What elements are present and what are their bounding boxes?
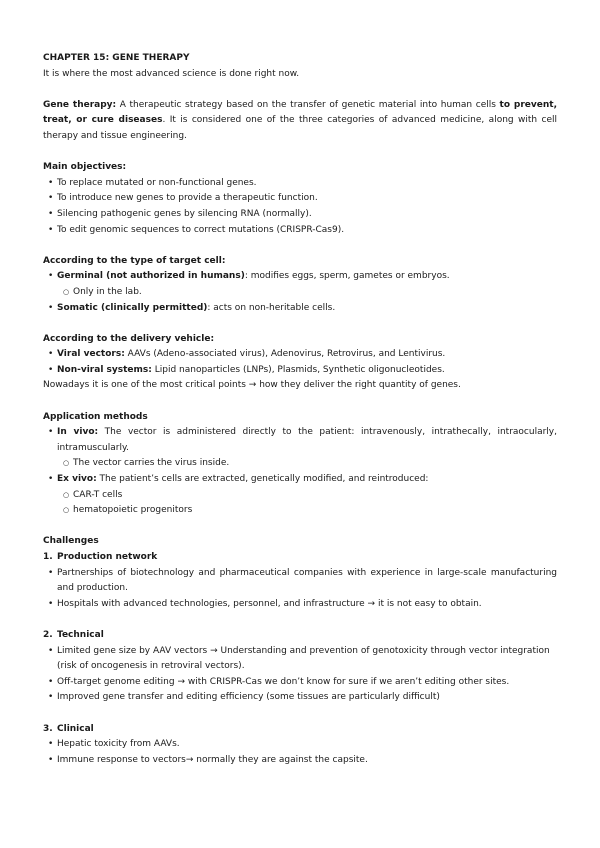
vehicle-heading: According to the delivery vehicle: <box>43 333 215 344</box>
target-cell-heading: According to the type of target cell: <box>43 255 226 266</box>
nonviral-text: Lipid nanoparticles (LNPs), Plasmids, Synthetic oligonucleotides. <box>151 364 445 375</box>
vehicle-note: Nowadays it is one of the most critical points → how they deliver the right quantity of genes. <box>43 380 461 391</box>
definition-term: Gene therapy: <box>43 99 117 110</box>
exvivo-label: Ex vivo: <box>57 474 97 485</box>
challenge-1-title <box>43 550 557 566</box>
challenge-2-list <box>43 644 557 706</box>
list-item: • Off-target genome editing → with CRISPR-Cas we don’t know for sure if we aren’t editing other sites. <box>43 675 557 691</box>
list-item: • Immune response to vectors→ normally they are against the capsite. <box>43 753 557 769</box>
vehicle-list <box>43 347 557 378</box>
somatic-text: : acts on non-heritable cells. <box>207 302 336 313</box>
gene-therapy-definition <box>43 98 557 145</box>
methods-heading: Application methods <box>43 411 148 422</box>
list-item: • Hospitals with advanced technologies, personnel, and infrastructure → it is not easy to obtain. <box>43 597 557 613</box>
germinal-text: : modifies eggs, sperm, gametes or embryos. <box>244 271 450 282</box>
invivo-subitem: ○ The vector carries the virus inside. <box>43 456 557 472</box>
definition-text-1: A therapeutic strategy based on the transfer of genetic material into human cells <box>116 99 500 110</box>
challenge-3-list <box>43 737 557 768</box>
list-item: • To introduce new genes to provide a therapeutic function. <box>43 191 557 207</box>
challenge-2-label: Technical <box>57 629 104 640</box>
challenge-3-label: Clinical <box>57 723 94 734</box>
challenge-2-title <box>43 628 557 644</box>
list-item: • Improved gene transfer and editing efficiency (some tissues are particularly difficult) <box>43 690 557 706</box>
challenge-3-number: 3. <box>43 723 53 734</box>
challenge-1-number: 1. <box>43 552 53 562</box>
list-item: • Silencing pathogenic genes by silencing RNA (normally). <box>43 207 557 223</box>
list-item: • To replace mutated or non-functional genes. <box>43 176 557 192</box>
list-item: • Limited gene size by AAV vectors → Understanding and prevention of genotoxicity through vector integration (risk of oncogenesis in retroviral vectors). <box>43 644 557 675</box>
challenge-1-list <box>43 566 557 613</box>
invivo-text: The vector is administered directly to the patient: intravenously, intrathecally, intraocularly, intramuscularly. <box>57 427 557 453</box>
challenge-3-title <box>43 722 557 738</box>
nonviral-item <box>43 363 557 379</box>
challenge-2-number: 2. <box>43 629 53 640</box>
exvivo-text: The patient’s cells are extracted, genetically modified, and reintroduced: <box>96 474 429 485</box>
list-item: • Partnerships of biotechnology and pharmaceutical companies with experience in large-scale manufacturing and production. <box>43 566 557 597</box>
list-item: • Hepatic toxicity from AAVs. <box>43 737 557 753</box>
viral-label: Viral vectors: <box>57 349 125 360</box>
challenge-1-label: Production network <box>57 552 158 562</box>
exvivo-subitem: ○ CAR-T cells <box>43 488 557 504</box>
list-item: • To edit genomic sequences to correct mutations (CRISPR-Cas9). <box>43 223 557 239</box>
target-cell-list <box>43 269 557 316</box>
somatic-item <box>43 301 557 317</box>
germinal-subitem: ○ Only in the lab. <box>43 285 557 301</box>
objectives-list <box>43 176 557 238</box>
germinal-label: Germinal (not authorized in humans) <box>57 271 245 282</box>
chapter-title: CHAPTER 15: GENE THERAPY <box>43 53 190 63</box>
invivo-label: In vivo: <box>57 427 99 438</box>
objectives-heading: Main objectives: <box>43 162 127 173</box>
intro-text: It is where the most advanced science is done right now. <box>43 68 300 79</box>
invivo-item <box>43 425 557 456</box>
document-page <box>43 51 557 768</box>
definition-bold-text: to prevent, treat, or cure diseases <box>43 99 558 126</box>
definition-text-2: . It is considered one of the three categories of advanced medicine, along with cell therapy and tissue engineering. <box>43 115 557 141</box>
viral-text: AAVs (Adeno-associated virus), Adenovirus, Retrovirus, and Lentivirus. <box>124 349 446 360</box>
somatic-label: Somatic (clinically permitted) <box>57 302 208 313</box>
exvivo-subitem: ○ hematopoietic progenitors <box>43 503 557 519</box>
methods-list <box>43 425 557 519</box>
challenges-heading: Challenges <box>43 536 99 547</box>
nonviral-label: Non-viral systems: <box>57 364 152 375</box>
germinal-item <box>43 269 557 285</box>
exvivo-item <box>43 472 557 488</box>
viral-item <box>43 347 557 363</box>
